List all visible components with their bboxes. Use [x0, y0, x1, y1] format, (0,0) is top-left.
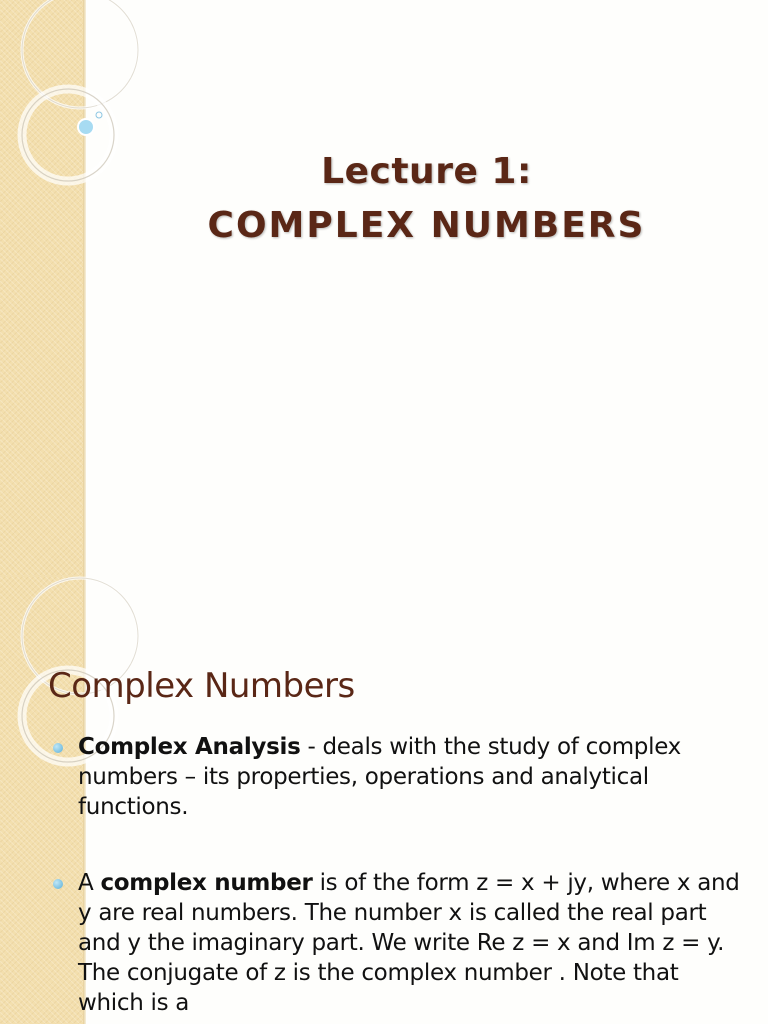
bullet-text: is of the form z = x + jy, where x and y are real numbers. The number x is called the real part and y the imaginary part. We write Re z = x and Im z = y. The conjugate of z is the complex number . Note that which is a	[78, 870, 740, 1016]
bullet-lead: A	[78, 870, 101, 896]
bullet-item	[50, 868, 748, 1018]
bullet-item	[50, 732, 748, 822]
bullet-dot-icon	[53, 743, 63, 753]
title-block	[85, 145, 768, 253]
content-slide	[0, 576, 768, 1024]
lecture-subtitle: COMPLEX NUMBERS	[207, 205, 646, 246]
lecture-title: Lecture 1:	[321, 151, 532, 192]
bullet-term: Complex Analysis	[78, 734, 301, 760]
bullet-list	[50, 732, 748, 1024]
bullet-text: - deals with the study of complex numbers – its properties, operations and analytical functions.	[78, 734, 681, 820]
bullet-dot-icon	[53, 879, 63, 889]
slide-heading: Complex Numbers	[48, 666, 355, 706]
bullet-term: complex number	[100, 870, 313, 896]
